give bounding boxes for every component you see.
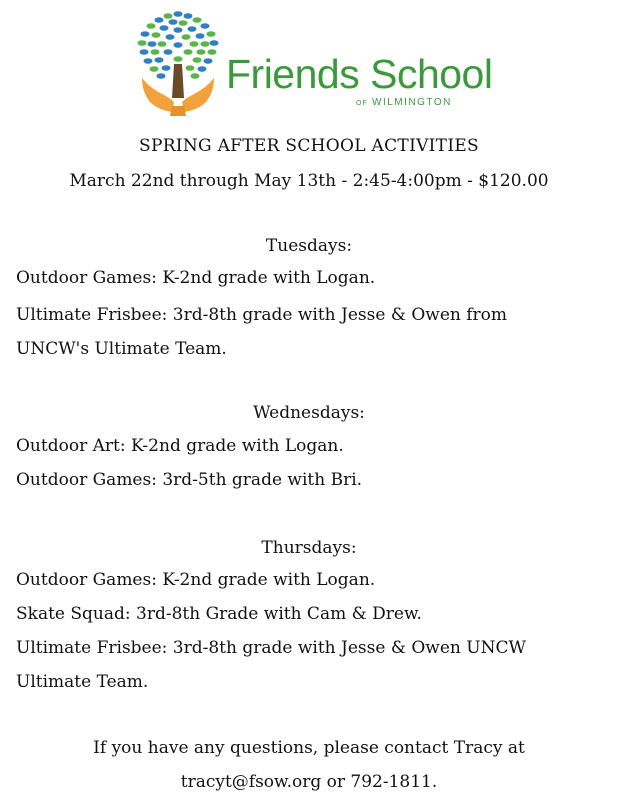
activity-line: Outdoor Games: K-2nd grade with Logan. — [16, 268, 376, 288]
school-location — [356, 97, 452, 110]
activity-line: Outdoor Games: K-2nd grade with Logan. — [16, 570, 376, 590]
tree-hands-logo-icon — [128, 6, 228, 118]
tree-trunk — [172, 64, 184, 98]
school-location-prefix: OF — [356, 100, 368, 107]
contact-email-phone: tracyt@fsow.org or 792-1811. — [180, 772, 438, 792]
activity-line: Ultimate Frisbee: 3rd-8th grade with Jesse & Owen UNCW — [16, 638, 526, 658]
day-heading-wednesdays: Wednesdays: — [253, 403, 365, 423]
activity-line: Ultimate Frisbee: 3rd-8th grade with Jesse & Owen from — [16, 305, 508, 325]
left-hand — [142, 78, 174, 112]
school-logo — [128, 6, 508, 118]
activity-line: Outdoor Games: 3rd-5th grade with Bri. — [16, 470, 363, 490]
day-heading-tuesdays: Tuesdays: — [265, 236, 353, 256]
flyer-dates-time-price: March 22nd through May 13th - 2:45-4:00pm - $120.00 — [69, 171, 549, 191]
contact-line: If you have any questions, please contact Tracy at — [93, 738, 525, 758]
activity-line: Skate Squad: 3rd-8th Grade with Cam & Drew. — [16, 604, 422, 624]
activity-line: Ultimate Team. — [16, 672, 149, 692]
flyer-title: SPRING AFTER SCHOOL ACTIVITIES — [139, 136, 479, 156]
school-location-main: WILMINGTON — [372, 97, 452, 108]
right-hand — [182, 78, 214, 112]
activity-line: Outdoor Art: K-2nd grade with Logan. — [16, 436, 344, 456]
day-heading-thursdays: Thursdays: — [261, 538, 357, 558]
school-name: Friends School — [226, 51, 493, 97]
activity-line: UNCW's Ultimate Team. — [16, 339, 227, 359]
